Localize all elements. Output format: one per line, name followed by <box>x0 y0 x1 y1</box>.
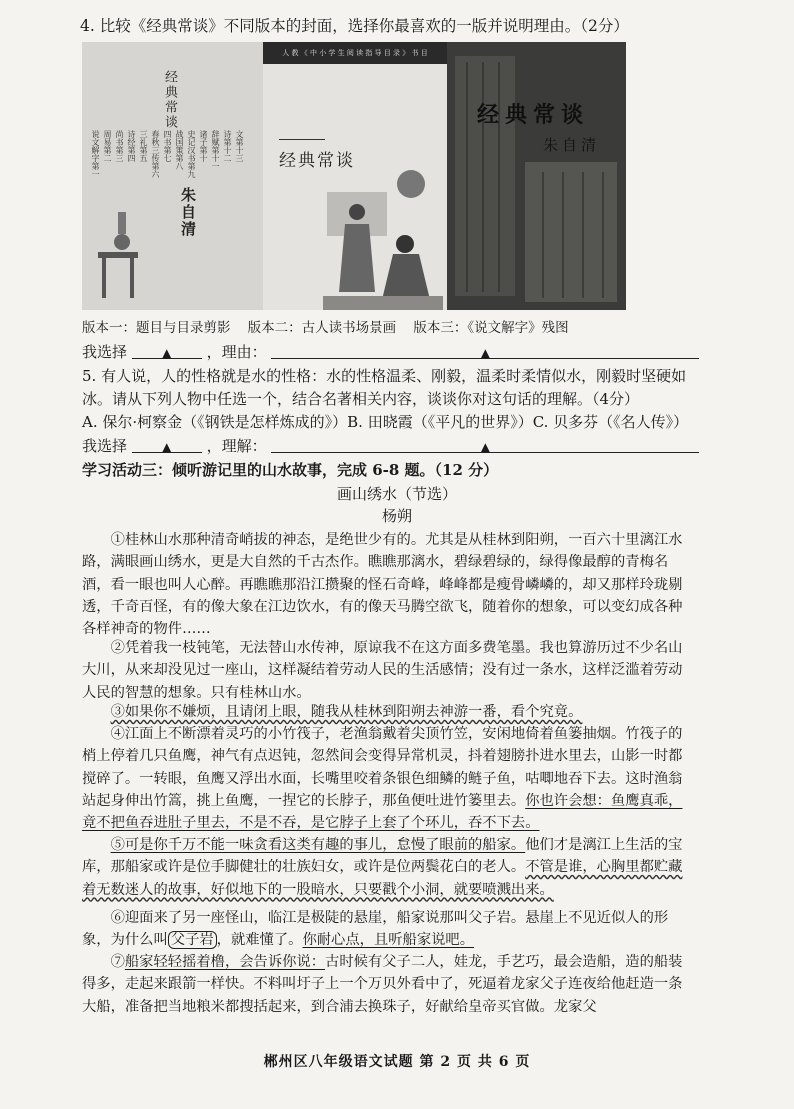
paragraph-7-text: 古时候有父子二人，娃龙，手艺巧，最会造船，造的船装得多，走起来跟箭一样快。不料叫圩子上一个万贝外看中了，死逼着龙家父子连夜给他赶造一条大船，准备把当地粮米都搜括起来，到合浦去换珠子，好献给皇帝买官做。龙家父 <box>82 954 683 1015</box>
paragraph-7 <box>82 951 692 1018</box>
paragraph-6-underlined: 你耐心点，且听船家说吧。 <box>302 932 475 949</box>
cover2-series-banner: 人 教 《 中 小 学 生 阅 读 指 导 目 录 》 书 目 <box>263 42 447 64</box>
paragraph-6-text-2: ，就难懂了。 <box>216 932 303 949</box>
cover1-content-item: 周易第二 <box>103 130 112 162</box>
paragraph-6-boxed-term: 父子岩 <box>168 931 217 949</box>
paragraph-1: ①桂林山水那种清奇峭拔的神态，是绝世少有的。尤其是从桂林到阳朔，一百六十里漓江水路，满眼画山绣水，更是大自然的千古杰作。瞧瞧那漓水，碧绿碧绿的，绿得像最醇的青梅名酒，看一眼也叫人心醉。再瞧瞧那沿江攒聚的怪石奇峰，峰峰都是瘦骨嶙嶙的，却又那样玲珑剔透，千奇百怪，有的像大象在江边饮水，有的像天马腾空欲飞，随着你的想象，可以变幻成各种各样神奇的物件…… <box>82 532 683 638</box>
choose-label: 我选择 <box>82 437 128 455</box>
cover3-author: 朱自清 <box>543 136 601 154</box>
question-4: 4. 比较《经典常谈》不同版本的封面，选择你最喜欢的一版并说明理由。（2分） <box>80 17 629 35</box>
cover2-scholar-illustration <box>323 192 443 310</box>
cover1-title: 经典常谈 <box>162 70 177 130</box>
paragraph-5-underlined-2: 不管是谁，心胸里都贮藏着无数迷人的故事，好似地下的一股暗水，只要戳个小洞，就要喷溅出来。 <box>82 859 683 898</box>
caption-version-2: 版本二：古人读书场景画 <box>247 320 397 336</box>
cover2-title: 经典常谈 <box>279 151 355 171</box>
paragraph-7-underlined: 船家轻轻摇着橹，会告诉你说： <box>124 954 326 970</box>
caption-version-3: 版本三：《说文解字》残图 <box>413 320 569 336</box>
cover1-content-item: 四书第七 <box>163 130 172 162</box>
reason-label: ，理解： <box>206 437 267 455</box>
paragraph-3-text: ③如果你不嫌烦，且请闭上眼，随我从桂林到阳朔去神游一番，看个究竟。 <box>110 704 583 720</box>
cover-images <box>82 42 626 310</box>
cover1-author: 朱自清 <box>179 187 197 238</box>
cover1-content-item: 辞赋第十一 <box>211 130 220 170</box>
blank-marker: ▲ <box>162 346 172 360</box>
cover1-content-item: 诗第十二 <box>223 130 232 162</box>
page-footer: 郴州区八年级语文试题 第 2 页 共 6 页 <box>263 1054 531 1070</box>
cover-version-1 <box>82 42 263 310</box>
choice-blank-q4[interactable] <box>132 342 202 359</box>
paragraph-5-text: 他们才是漓江上生活的宝库，那船家或许是位手脚健壮的壮族妇女，或许是位两鬓花白的老人。 <box>82 837 683 876</box>
cover-captions <box>82 318 569 338</box>
answer-line-q5 <box>82 436 699 456</box>
answer-line-q4 <box>82 342 699 362</box>
cover1-content-item: 文第十三 <box>235 130 244 162</box>
cover-version-3 <box>447 42 626 310</box>
paragraph-2: ②凭着我一枝钝笔，无法替山水传神，原谅我不在这方面多费笔墨。我也算游历过不少名山大川，从来却没见过一座山，这样凝结着劳动人民的生活感情；没有过一条水，这样泛滥着劳动人民的智慧的想象。只有桂林山水。 <box>82 640 683 701</box>
cover2-title-rule <box>279 139 325 140</box>
paragraph-5-underlined-1: ⑤可是你千万不能一味贪看这类有趣的事儿，怠慢了眼前的船家。 <box>110 837 526 853</box>
article-title: 画山绣水（节选） <box>336 485 457 503</box>
choose-label: 我选择 <box>82 343 128 361</box>
cover1-silhouette-illustration <box>92 192 152 302</box>
cover1-content-item: 史记汉书第九 <box>187 130 196 178</box>
cover-version-2 <box>263 42 447 310</box>
caption-version-1: 版本一：题目与目录剪影 <box>82 320 231 336</box>
reason-blank-q5[interactable] <box>271 436 699 453</box>
blank-marker: ▲ <box>162 440 172 454</box>
paragraph-4 <box>82 723 692 834</box>
choice-blank-q5[interactable] <box>132 436 202 453</box>
blank-marker: ▲ <box>480 440 490 454</box>
cover1-content-item: 春秋三传第六 <box>151 130 160 178</box>
cover1-content-item: 诗经第四 <box>127 130 136 162</box>
paragraph-6 <box>82 907 692 952</box>
reason-blank-q4[interactable] <box>271 342 699 359</box>
paragraph-3 <box>82 701 692 723</box>
cover1-content-item: 三礼第五 <box>139 130 148 162</box>
blank-marker: ▲ <box>480 346 490 360</box>
cover1-content-item: 说文解字第一 <box>91 130 100 178</box>
article-author: 杨朔 <box>381 507 412 525</box>
question-5-line-1: 5. 有人说，人的性格就是水的性格：水的性格温柔、刚毅，温柔时柔情似水，刚毅时坚硬如 <box>82 367 687 385</box>
paragraph-6-text-1: ⑥迎面来了另一座怪山，临江是极陡的悬崖，船家说那叫父子岩。悬崖上不见近似人的形象，为什么叫 <box>82 910 669 949</box>
reason-label: ，理由： <box>206 343 267 361</box>
cover3-shuowen-fragment-illustration <box>447 42 626 310</box>
cover1-content-item: 诸子第十 <box>199 130 208 162</box>
question-5-line-2: 冰。请从下列人物中任选一个，结合名著相关内容，谈谈你对这句话的理解。（4分） <box>82 390 640 408</box>
cover1-contents <box>90 130 250 190</box>
question-5-options: A. 保尔·柯察金（《钢铁是怎样炼成的》）B. 田晓霞（《平凡的世界》）C. 贝多芬（《名人传》） <box>82 413 689 431</box>
paragraph-7-number: ⑦ <box>110 954 125 970</box>
cover3-title: 经典常谈 <box>477 102 590 128</box>
paragraph-5 <box>82 834 692 901</box>
paragraph-4-underlined: 你也许会想：鱼鹰真乖，竟不把鱼吞进肚子里去，不是不吞，是它脖子上套了个环儿，吞不下去。 <box>82 792 683 832</box>
cover1-content-item: 尚书第三 <box>115 130 124 162</box>
paragraph-4-text: ④江面上不断漂着灵巧的小竹筏子，老渔翁戴着尖顶竹笠，安闲地倚着鱼篓抽烟。竹筏子的梢上停着几只鱼鹰，神气有点迟钝，忽然间会变得异常机灵，抖着翅膀扑进水里去，山影一时都搅碎了。一转眼，鱼鹰又浮出水面，长嘴里咬着条银色细鳞的鲢子鱼，咕唧地吞下去。这时渔翁站起身伸出竹篙，挑上鱼鹰，一捏它的长脖子，那鱼便吐进竹篓里去。 <box>82 726 683 809</box>
cover1-content-item: 战国策第八 <box>175 130 184 170</box>
activity-heading: 学习活动三：倾听游记里的山水故事，完成 6-8 题。（12 分） <box>82 461 499 479</box>
